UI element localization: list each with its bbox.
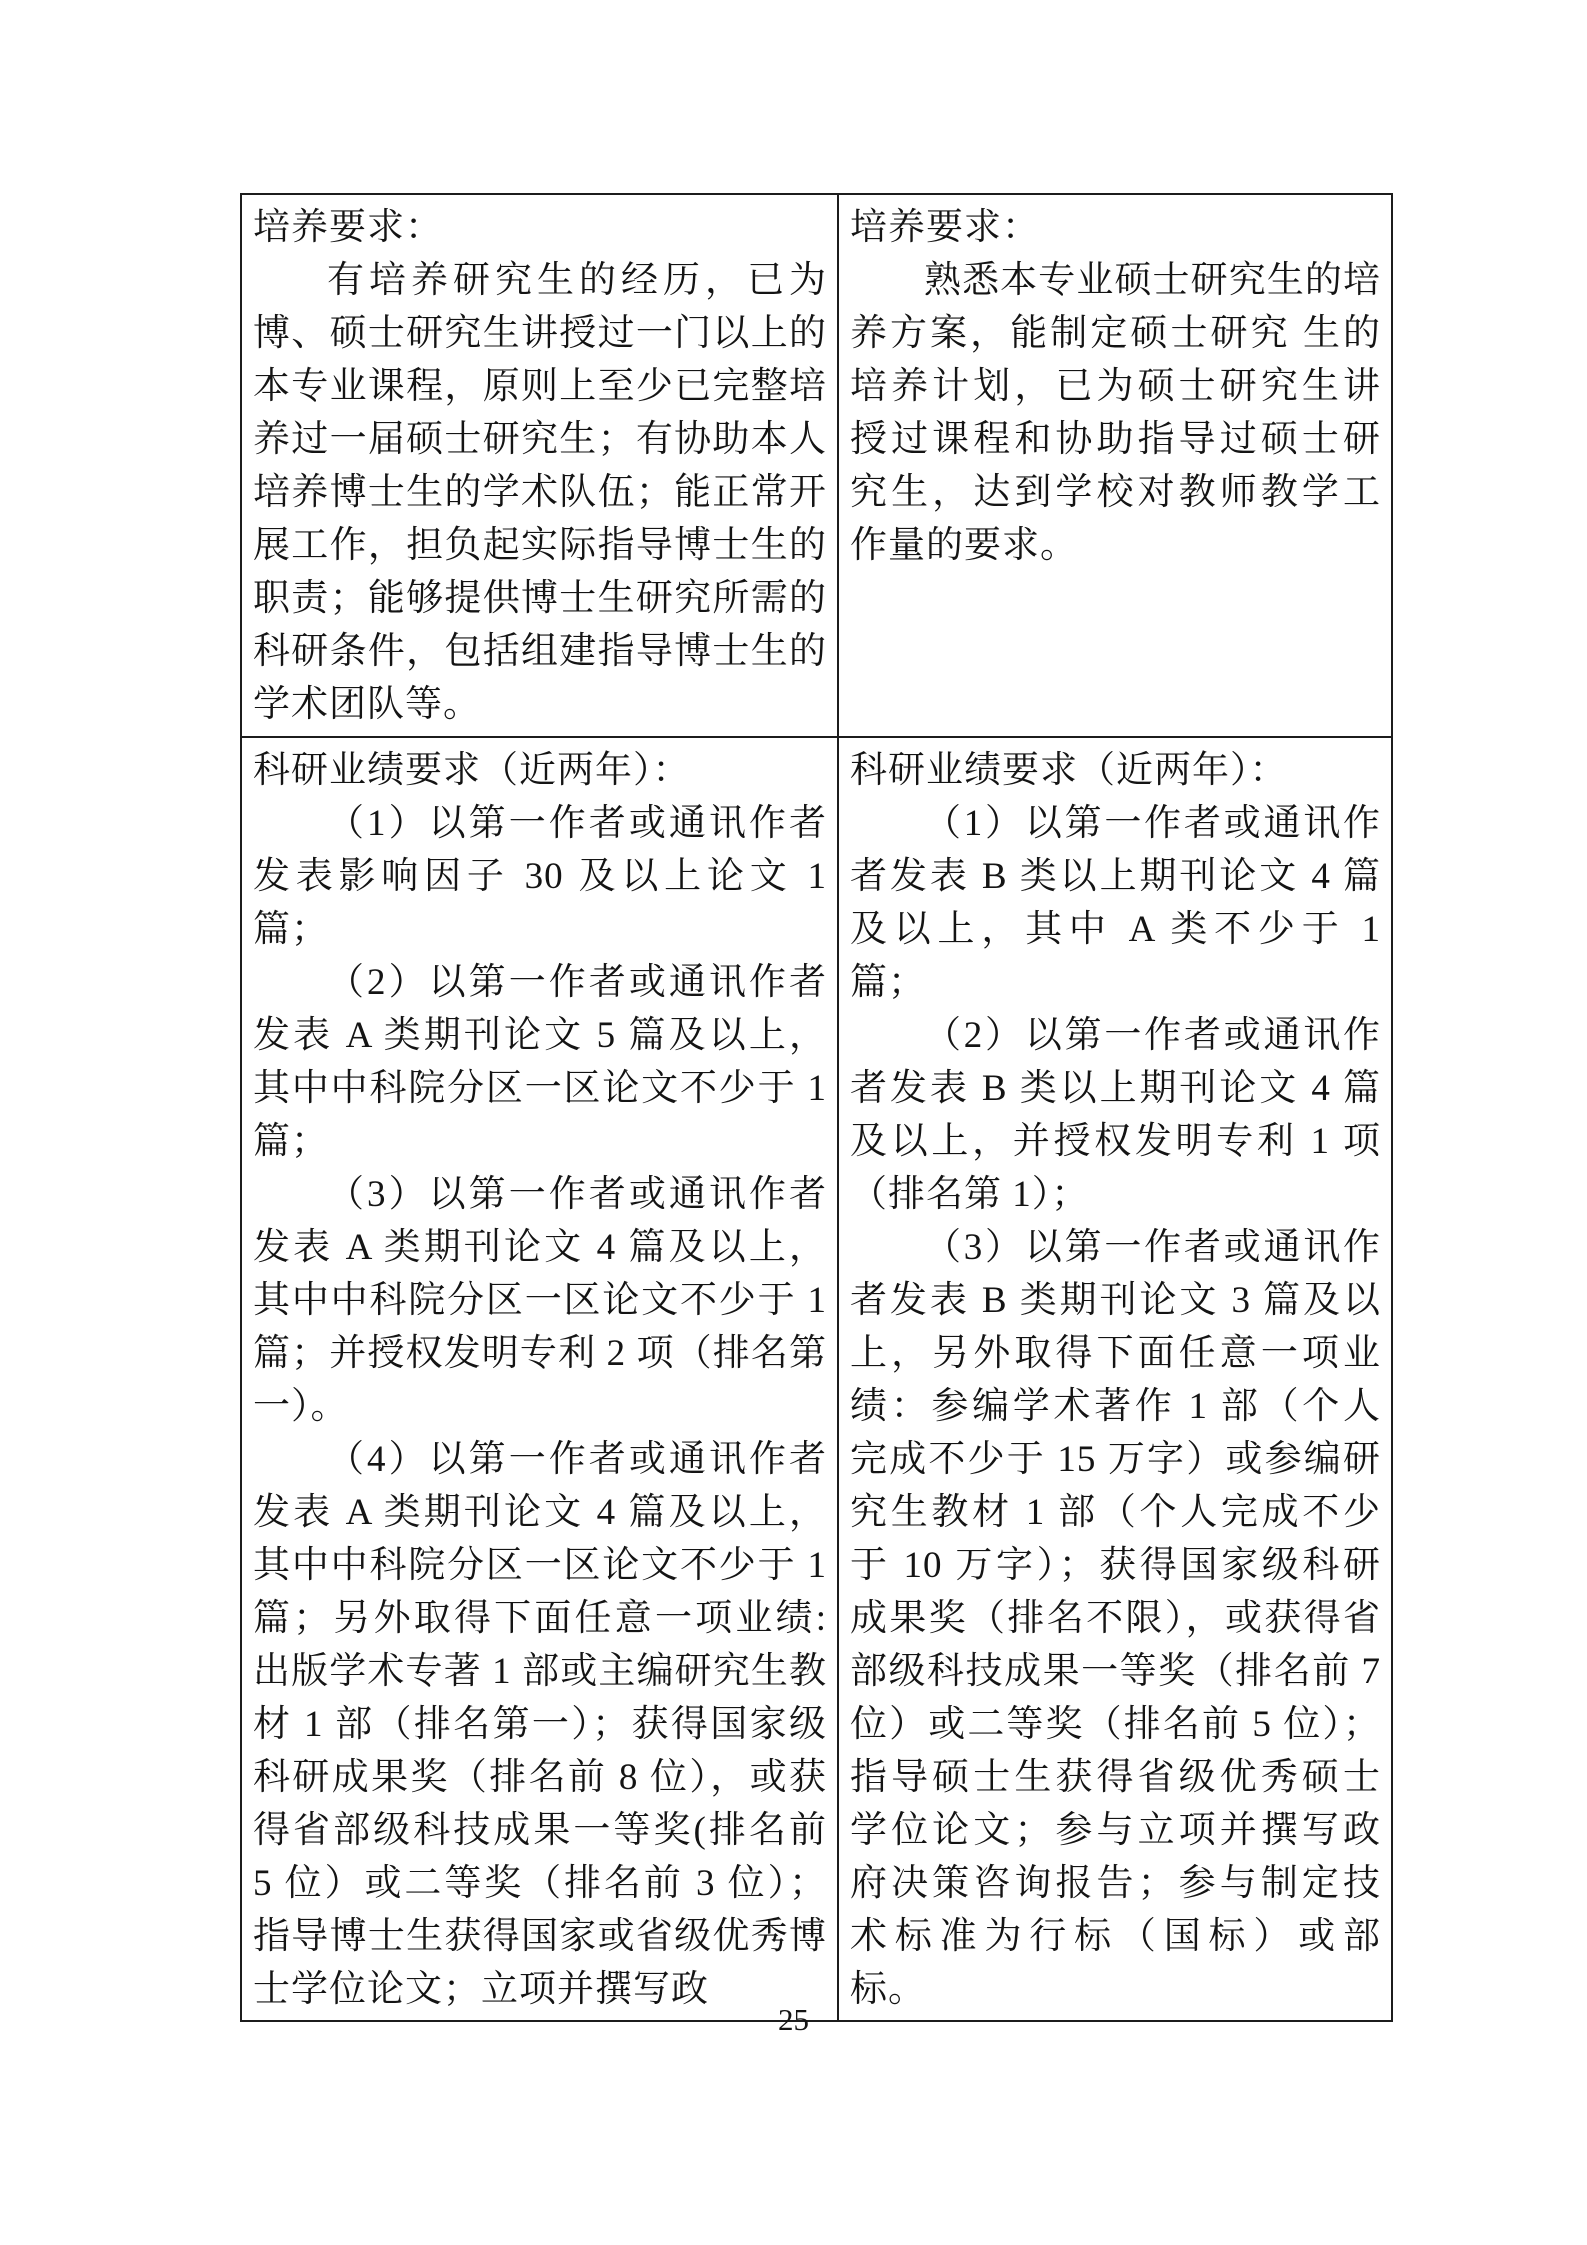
cell-master-research-requirements: [838, 737, 1392, 2021]
cell-master-training-requirements: [838, 194, 1392, 737]
research-heading-left: 科研业绩要求（近两年）：: [253, 750, 691, 791]
training-heading-right: 培养要求：: [850, 207, 1040, 248]
research-item-right-1: （1）以第一作者或通讯作者发表 B 类以上期刊论文 4 篇及以上，其中 A 类不少于 1 篇；: [850, 803, 1381, 1003]
cell-doctoral-research-requirements: [241, 737, 838, 2021]
page-number: 25: [778, 2002, 809, 2037]
table-row-training-requirements: [241, 194, 1392, 737]
research-item-left-3: （3）以第一作者或通讯作者发表 A 类期刊论文 4 篇及以上，其中中科院分区一区论文不少于 1 篇；并授权发明专利 2 项（排名第一）。: [253, 1174, 827, 1427]
training-paragraph-left: 有培养研究生的经历，已为博、硕士研究生讲授过一门以上的本专业课程，原则上至少已完整培养过一届硕士研究生；有协助本人培养博士生的学术队伍；能正常开展工作，担负起实际指导博士生的职责；能够提供博士生研究所需的科研条件，包括组建指导博士生的学术团队等。: [253, 260, 827, 725]
research-item-left-4: （4）以第一作者或通讯作者发表 A 类期刊论文 4 篇及以上，其中中科院分区一区论文不少于 1 篇；另外取得下面任意一项业绩: 出版学术专著 1 部或主编研究生教材 1 部（排名第一）；获得国家级科研成果奖（排名前 8 位），或获得省部级科技成果一等奖(排名前 5 位）或二等奖（排名前 3 位）；指导博士生获得国家或省级优秀博士学位论文；立项并撰写政: [253, 1439, 827, 2010]
cell-doctoral-training-requirements: [241, 194, 838, 737]
requirements-table: [240, 193, 1393, 2022]
research-item-left-2: （2）以第一作者或通讯作者发表 A 类期刊论文 5 篇及以上，其中中科院分区一区论文不少于 1 篇；: [253, 962, 827, 1162]
research-item-right-3: （3）以第一作者或通讯作者发表 B 类期刊论文 3 篇及以上，另外取得下面任意一项业绩：参编学术著作 1 部（个人完成不少于 15 万字）或参编研究生教材 1 部（个人完成不少于 10 万字）；获得国家级科研成果奖（排名不限），或获得省部级科技成果一等奖（排名前 7 位）或二等奖（排名前 5 位）；指导硕士生获得省级优秀硕士学位论文；参与立项并撰写政府决策咨询报告；参与制定技术标准为行标（国标）或部标。: [850, 1227, 1381, 2010]
table-row-research-requirements: [241, 737, 1392, 2021]
training-heading-left: 培养要求：: [253, 207, 443, 248]
research-heading-right: 科研业绩要求（近两年）：: [850, 750, 1288, 791]
research-item-right-2: （2）以第一作者或通讯作者发表 B 类以上期刊论文 4 篇及以上，并授权发明专利 1 项（排名第 1）；: [850, 1015, 1381, 1215]
research-item-left-1: （1）以第一作者或通讯作者发表影响因子 30 及以上论文 1 篇；: [253, 803, 827, 950]
training-paragraph-right: 熟悉本专业硕士研究生的培养方案，能制定硕士研究 生的培养计划，已为硕士研究生讲授过课程和协助指导过硕士研究生，达到学校对教师教学工作量的要求。: [850, 260, 1381, 566]
